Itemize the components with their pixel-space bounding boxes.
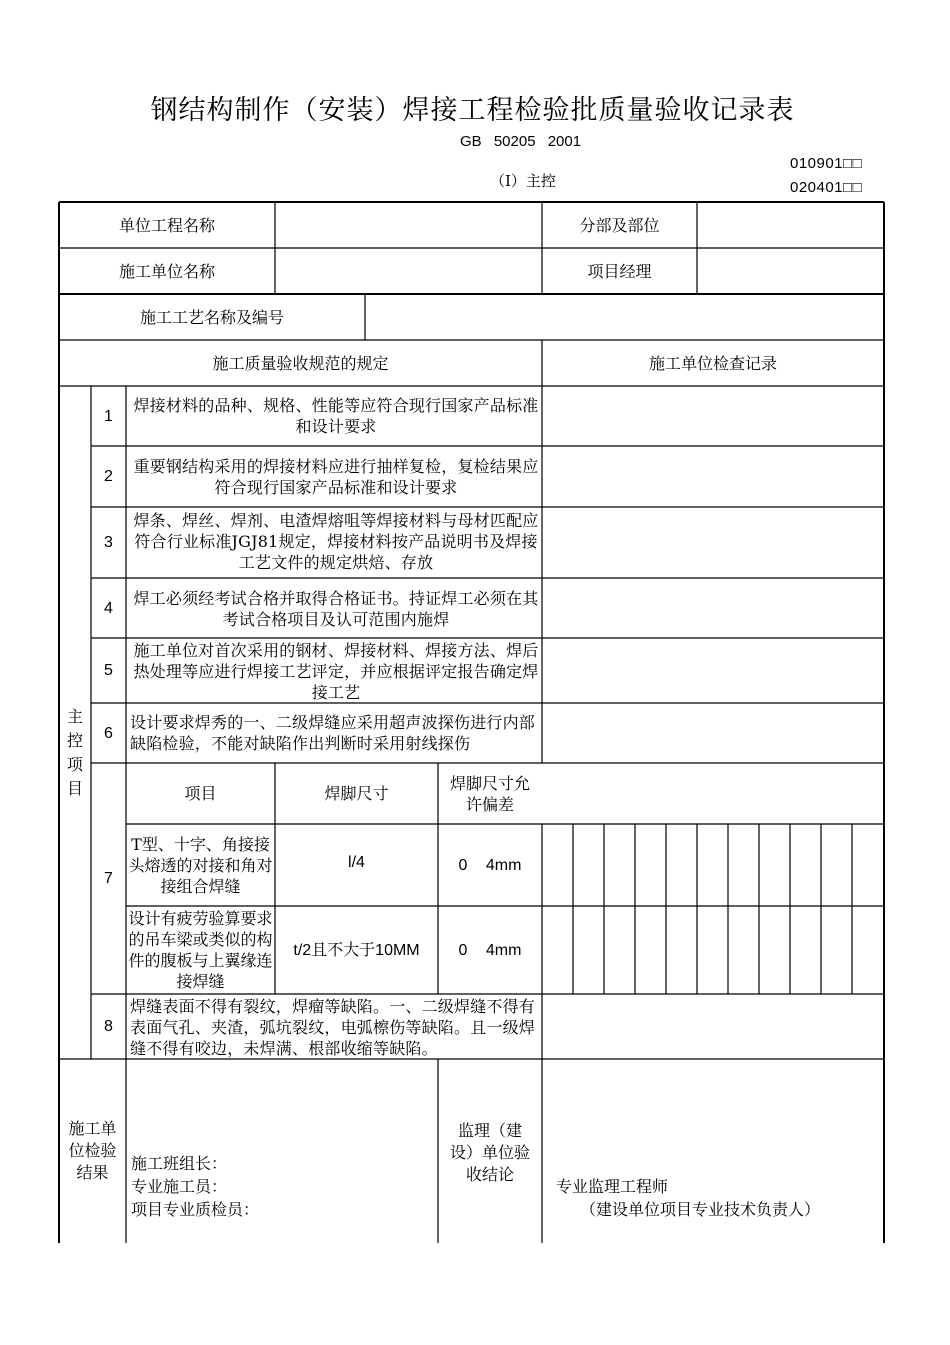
check-record-cell[interactable]: [542, 386, 884, 446]
team-leader-label: 施工班组长：: [131, 1154, 228, 1173]
check-record-cell[interactable]: [542, 446, 884, 507]
item-number: 6: [104, 724, 113, 742]
division-label: 分部及部位: [579, 215, 660, 235]
supervising-engineer-label: 专业监理工程师: [556, 1177, 669, 1196]
weld-row-size: t/2且不大于10MM: [293, 941, 420, 959]
standard-number: GB 50205 2001: [460, 133, 582, 150]
project-manager-value[interactable]: [697, 248, 884, 294]
item-requirement: 焊缝表面不得有裂纹，焊瘤等缺陷。一、二级焊缝不得有表面气孔、夹渣，弧坑裂纹，电弧檫伤等缺陷。且一级焊缝不得有咬边，未焊满、根部收缩等缺陷。: [130, 997, 536, 1058]
contractor-result-label: 施工单位检验结果: [68, 1119, 117, 1182]
unit-project-name-value[interactable]: [275, 202, 542, 248]
spec-header: 施工质量验收规范的规定: [212, 353, 389, 373]
item-number: 2: [104, 468, 113, 485]
division-value[interactable]: [697, 202, 884, 248]
project-manager-label: 项目经理: [587, 261, 652, 281]
record-header: 施工单位检查记录: [648, 353, 777, 373]
main-control-side-label: 主 控 项 目: [66, 706, 83, 798]
worker-label: 专业施工员：: [131, 1177, 228, 1196]
contractor-name-label: 施工单位名称: [118, 261, 215, 281]
item-number: 5: [104, 662, 113, 679]
unit-project-name-label: 单位工程名称: [118, 215, 215, 235]
item-number: 7: [104, 870, 113, 887]
supervisor-result-label: 监理（建设）单位验收结论: [449, 1121, 530, 1184]
weld-row-size: l/4: [348, 854, 365, 871]
item-requirement: 焊工必须经考试合格并取得合格证书。持证焊工必须在其考试合格项目及认可范围内施焊: [133, 589, 539, 629]
weld-table-header-tolerance: 焊脚尺寸允许偏差: [450, 773, 531, 814]
weld-row-item: T型、十字、角接接头熔透的对接和角对接组合焊缝: [128, 834, 273, 896]
check-record-cell[interactable]: [542, 703, 884, 763]
check-record-cell[interactable]: [542, 507, 884, 578]
form-code-2: 020401□□: [790, 179, 863, 196]
check-record-cell[interactable]: [542, 578, 884, 638]
weld-row-tolerance: 0 4mm: [458, 941, 522, 959]
weld-table-header-size: 焊脚尺寸: [324, 784, 389, 803]
item-number: 1: [104, 407, 113, 425]
contractor-name-value[interactable]: [275, 248, 542, 294]
weld-row-tolerance: 0 4mm: [458, 856, 522, 874]
form-code-1: 010901□□: [790, 155, 863, 172]
inspector-label: 项目专业质检员：: [131, 1200, 260, 1219]
weld-table-header-item: 项目: [184, 784, 217, 803]
item-number: 8: [104, 1018, 113, 1035]
item-requirement: 重要钢结构采用的焊接材料应进行抽样复检，复检结果应符合现行国家产品标准和设计要求: [133, 457, 539, 497]
check-record-cell[interactable]: [542, 763, 884, 824]
check-record-cell[interactable]: [542, 994, 884, 1059]
process-name-label: 施工工艺名称及编号: [139, 307, 284, 327]
item-number: 4: [104, 599, 113, 617]
process-name-value[interactable]: [365, 294, 884, 340]
item-requirement: 设计要求焊秀的一、二级焊缝应采用超声波探伤进行内部缺陷检验，不能对缺陷作出判断时采用射线探伤: [130, 713, 536, 753]
check-record-cell[interactable]: [542, 638, 884, 703]
item-requirement: 焊条、焊丝、焊剂、电渣焊熔咀等焊接材料与母材匹配应符合行业标准JGJ81规定，焊接材料按产品说明书及焊接工艺文件的规定烘焙、存放: [133, 511, 539, 572]
item-requirement: 施工单位对首次采用的钢材、焊接材料、焊接方法、焊后热处理等应进行焊接工艺评定，并应根据评定报告确定焊接工艺: [133, 641, 539, 702]
document-title: 钢结构制作（安装）焊接工程检验批质量验收记录表: [150, 95, 795, 126]
item-number: 3: [104, 534, 113, 551]
weld-row-item: 设计有疲劳验算要求的吊车梁或类似的构件的腹板与上翼缘连接焊缝: [128, 909, 273, 991]
owner-representative-label: （建设单位项目专业技术负责人）: [580, 1200, 821, 1219]
section-subtitle: （I）主控: [490, 172, 556, 190]
item-requirement: 焊接材料的品种、规格、性能等应符合现行国家产品标准和设计要求: [133, 396, 539, 436]
